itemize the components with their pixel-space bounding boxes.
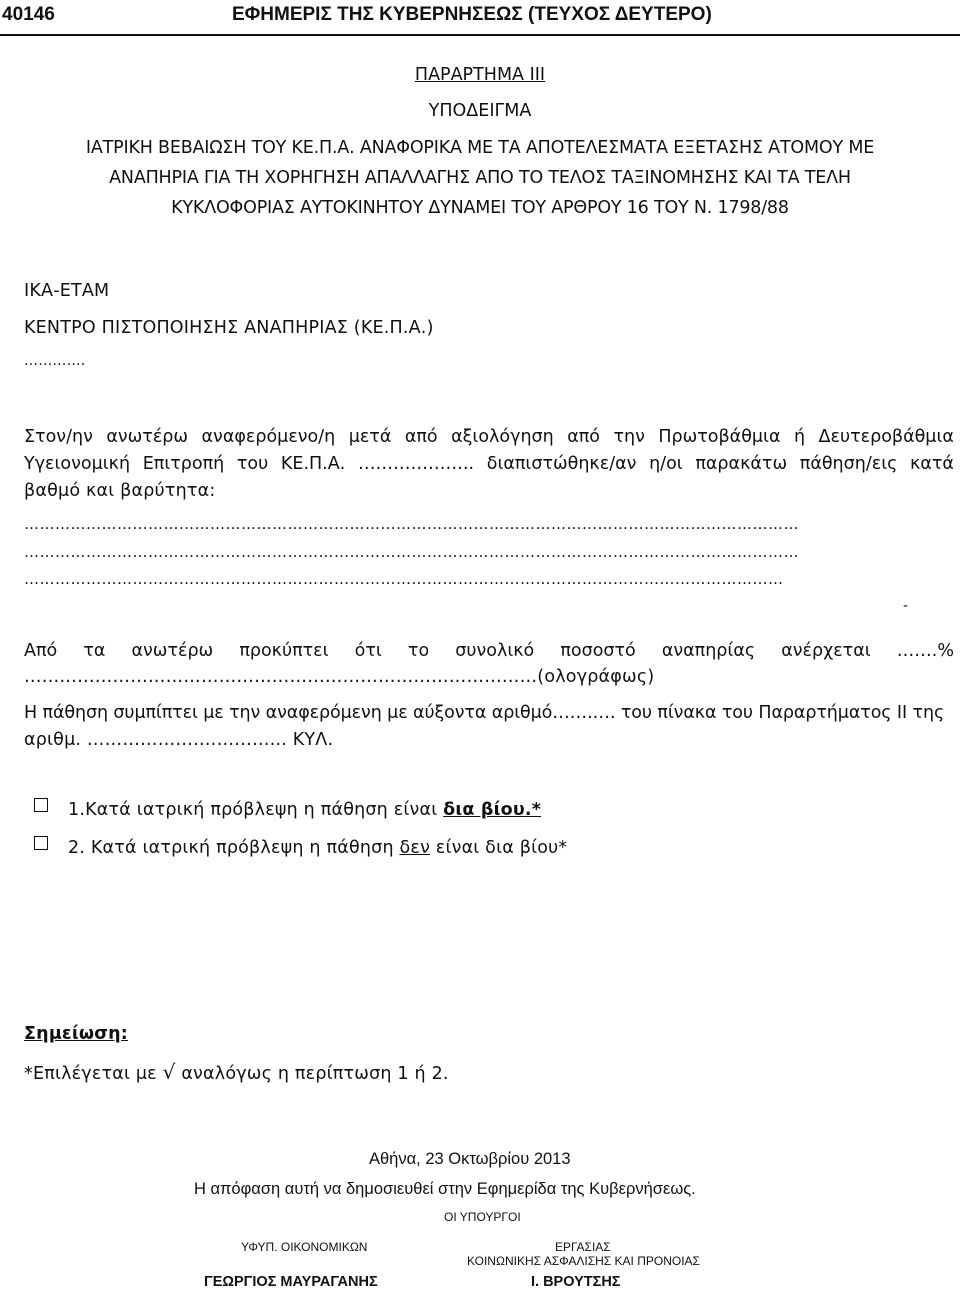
publication-order: Η απόφαση αυτή να δημοσιευθεί στην Εφημερίδα της Κυβερνήσεως. xyxy=(194,1180,696,1198)
option2-checkbox[interactable] xyxy=(34,836,48,850)
header-rule xyxy=(0,34,960,36)
place-date: Αθήνα, 23 Οκτωβρίου 2013 xyxy=(369,1150,571,1168)
word: του xyxy=(236,454,269,474)
note-text-before: *Επιλέγεται με xyxy=(24,1064,163,1084)
word: ΚΕ.Π.Α. xyxy=(280,454,346,474)
word: μετά xyxy=(348,427,392,447)
option2-suffix: είναι δια βίου* xyxy=(430,838,568,858)
annex-title: ΠΑΡΑΡΤΗΜΑ ΙΙΙ xyxy=(414,65,546,85)
option2-text xyxy=(68,838,567,858)
word: Πρωτοβάθμια xyxy=(658,427,781,447)
word: συνολικό xyxy=(455,641,535,661)
word: την xyxy=(613,427,645,447)
word: από xyxy=(567,427,600,447)
option1-emphasis: δια βίου.* xyxy=(443,800,542,820)
annex-subtitle: ΥΠΟΔΕΙΓΜΑ xyxy=(428,101,532,121)
word: Στον/ην xyxy=(24,427,93,447)
word: ή xyxy=(793,427,806,447)
word: ότι xyxy=(354,641,382,661)
signer2-name: Ι. ΒΡΟΥΤΣΗΣ xyxy=(531,1274,621,1290)
word: αναπηρίας xyxy=(661,641,756,661)
org-center: ΚΕΝΤΡΟ ΠΙΣΤΟΠΟΙΗΣΗΣ ΑΝΑΠΗΡΙΑΣ (ΚΕ.Π.Α.) xyxy=(24,318,434,338)
note-text-after: αναλόγως η περίπτωση 1 ή 2. xyxy=(175,1064,449,1084)
publication-title: ΕΦΗΜΕΡΙΣ ΤΗΣ ΚΥΒΕΡΝΗΣΕΩΣ (ΤΕΥΧΟΣ ΔΕΥΤΕΡΟ) xyxy=(232,4,712,25)
fill-line-3: ………………………………………………………………………………………………………………………………… xyxy=(24,570,784,588)
org-name: ΙΚΑ-ΕΤΑΜ xyxy=(24,281,110,301)
option1-checkbox[interactable] xyxy=(34,798,48,812)
page-number: 40146 xyxy=(2,4,55,25)
paragraph1-line2 xyxy=(24,454,954,474)
paragraph1-line1 xyxy=(24,427,954,447)
fill-line-2: …………………………………………………………………………………………………………………………………… xyxy=(24,543,799,561)
paragraph2-line2: ……………………………………………………………………………(ολογράφως) xyxy=(24,667,655,687)
signer1-name: ΓΕΩΡΓΙΟΣ ΜΑΥΡΑΓΑΝΗΣ xyxy=(204,1274,378,1290)
note-title: Σημείωση: xyxy=(24,1024,128,1044)
signer2-role-line1: ΕΡΓΑΣΙΑΣ xyxy=(555,1240,611,1254)
word: τα xyxy=(83,641,106,661)
fill-line-1: …………………………………………………………………………………………………………………………………… xyxy=(24,515,799,533)
option2-emphasis: δεν xyxy=(399,838,431,858)
annex-heading-line1: ΙΑΤΡΙΚΗ ΒΕΒΑΙΩΣΗ ΤΟΥ ΚΕ.Π.Α. ΑΝΑΦΟΡΙΚΑ ΜΕ ΤΑ ΑΠΟΤΕΛΕΣΜΑΤΑ ΕΞΕΤΑΣΗΣ ΑΤΟΜΟΥ ΜΕ xyxy=(85,138,875,158)
signer1-role: ΥΦΥΠ. ΟΙΚΟΝΟΜΙΚΩΝ xyxy=(241,1240,368,1254)
word: παρακάτω xyxy=(695,454,788,474)
word: Επιτροπή xyxy=(142,454,225,474)
paragraph1-line3: βαθμό και βαρύτητα: xyxy=(24,481,216,501)
stray-mark: - xyxy=(903,598,909,614)
word: η/οι xyxy=(649,454,683,474)
word: ανέρχεται xyxy=(781,641,871,661)
option1-text xyxy=(68,800,541,820)
org-dots: …………. xyxy=(24,353,86,369)
word: το xyxy=(407,641,430,661)
word: ανωτέρω xyxy=(106,427,189,447)
word: αξιολόγηση xyxy=(451,427,554,447)
word: αναφερόμενο/η xyxy=(201,427,336,447)
word: διαπιστώθηκε/αν xyxy=(486,454,637,474)
word: ποσοστό xyxy=(560,641,636,661)
annex-heading-line2: ΑΝΑΠΗΡΙΑ ΓΙΑ ΤΗ ΧΟΡΗΓΗΣΗ ΑΠΑΛΛΑΓΗΣ ΑΠΟ ΤΟ ΤΕΛΟΣ ΤΑΞΙΝΟΜΗΣΗΣ ΚΑΙ ΤΑ ΤΕΛΗ xyxy=(109,168,851,188)
word: ……………….. xyxy=(357,454,475,474)
word: ανωτέρω xyxy=(131,641,214,661)
word: Από xyxy=(24,641,58,661)
option1-prefix: 1.Κατά ιατρική πρόβλεψη η πάθηση είναι xyxy=(68,800,444,820)
word: πάθηση/εις xyxy=(799,454,898,474)
word: …….% xyxy=(896,641,954,661)
ministers-label: ΟΙ ΥΠΟΥΡΓΟΙ xyxy=(444,1210,521,1224)
option2-prefix: 2. Κατά ιατρική πρόβλεψη η πάθηση xyxy=(68,838,400,858)
word: από xyxy=(404,427,438,447)
paragraph2-line1 xyxy=(24,641,954,661)
check-mark-icon: √ xyxy=(162,1060,176,1084)
note-text xyxy=(24,1060,449,1084)
word: Υγειονομική xyxy=(24,454,131,474)
paragraph3-line2: αριθμ. ……………….…………... ΚΥΛ. xyxy=(24,730,334,750)
paragraph3-line1: Η πάθηση συμπίπτει με την αναφερόμενη με αύξοντα αριθμό…….…. του πίνακα του Παραρτήματος ΙΙ της xyxy=(24,703,945,723)
signer2-role-line2: ΚΟΙΝΩΝΙΚΗΣ ΑΣΦΑΛΙΣΗΣ ΚΑΙ ΠΡΟΝΟΙΑΣ xyxy=(467,1254,700,1268)
word: προκύπτει xyxy=(239,641,329,661)
word: Δευτεροβάθμια xyxy=(818,427,954,447)
word: κατά xyxy=(910,454,954,474)
annex-heading-line3: ΚΥΚΛΟΦΟΡΙΑΣ ΑΥΤΟΚΙΝΗΤΟΥ ΔΥΝΑΜΕΙ ΤΟΥ ΑΡΘΡΟΥ 16 ΤΟΥ Ν. 1798/88 xyxy=(171,198,789,218)
